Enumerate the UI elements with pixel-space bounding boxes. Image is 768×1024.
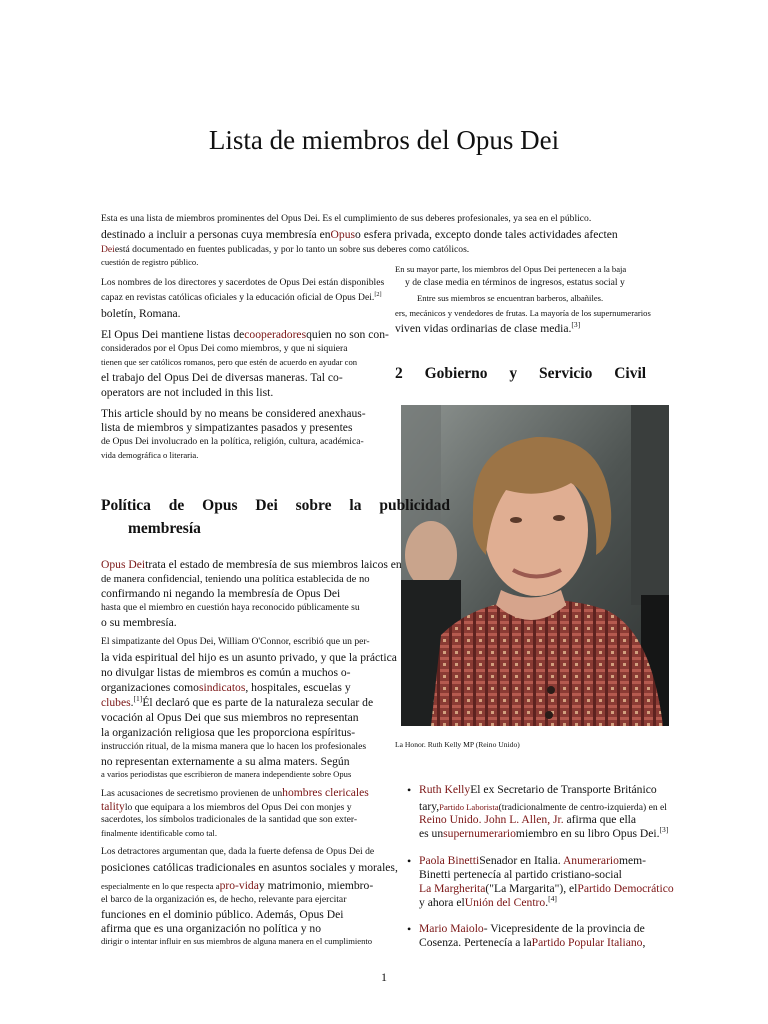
p7-line-2 — [101, 800, 352, 814]
page-number: 1 — [381, 970, 387, 984]
link-supernumerario[interactable]: supernumerario — [443, 827, 516, 840]
right-top-line-3: Entre sus miembros se encuentran barberos, albañiles. — [417, 293, 604, 303]
link-la-margherita[interactable]: La Margherita — [419, 882, 486, 895]
text: trata el estado de membresía de sus miembros laicos en — [145, 558, 402, 571]
link-opus[interactable]: Opus — [330, 228, 356, 241]
p6-line-9: no representan externamente a su alma maters. Según — [101, 755, 350, 768]
link-union-del-centro[interactable]: Unión del Centro — [464, 896, 546, 909]
text: lo que equipara a los miembros del Opus Dei con monjes y — [124, 802, 352, 813]
link-anumerario[interactable]: Anumerario — [562, 854, 619, 867]
page-title: Lista de miembros del Opus Dei — [208, 125, 560, 155]
p7-line-4: finalmente identificable como tal. — [101, 828, 217, 838]
p8-line-5: funciones en el dominio público. Además, Opus Dei — [101, 908, 344, 921]
p3-line-5: operators are not included in this list. — [101, 386, 274, 399]
p4-line-4: vida demográfica o literaria. — [101, 450, 199, 460]
link-john-allen[interactable]: John L. Allen, Jr. — [484, 813, 564, 826]
text: . — [478, 813, 482, 826]
text: y ahora el — [419, 896, 465, 909]
p7-line-1 — [101, 786, 369, 800]
p3-line-1 — [101, 328, 389, 342]
p8-line-6: afirma que es una organización no política y no — [101, 922, 321, 935]
b3-line-1 — [419, 922, 645, 936]
intro-line-4: cuestión de registro público. — [101, 257, 199, 267]
link-ruth-kelly[interactable]: Ruth Kelly — [419, 783, 471, 796]
list-item — [407, 783, 657, 797]
p6-line-1: El simpatizante del Opus Dei, William O'Connor, escribió que un per- — [101, 636, 370, 647]
p6-line-4 — [101, 681, 351, 695]
p6-line-3: no divulgar listas de miembros es común a muchos o- — [101, 666, 351, 679]
text: Las acusaciones de secretismo provienen de un — [101, 788, 283, 799]
citation[interactable]: [1] — [133, 694, 143, 704]
link-dei[interactable]: Dei — [101, 244, 115, 255]
p2-line-1: Los nombres de los directores y sacerdotes de Opus Dei están disponibles — [101, 277, 385, 288]
link-partido-popular-italiano[interactable]: Partido Popular Italiano — [531, 936, 643, 949]
list-item — [407, 922, 645, 936]
text: destinado a incluir a personas cuya membresía en — [101, 228, 331, 241]
link-reino-unido[interactable]: Reino Unido — [419, 813, 479, 826]
link-tality[interactable]: tality — [101, 800, 125, 813]
bullet-dot: • — [407, 783, 412, 797]
b1-line-3 — [419, 813, 636, 827]
text: El Opus Dei mantiene listas de — [101, 328, 245, 341]
p3-line-4: el trabajo del Opus Dei de diversas maneras. Tal co- — [101, 371, 343, 384]
link-opus-dei[interactable]: Opus Dei — [101, 558, 146, 571]
right-top-line-4: ers, mecánicos y vendedores de frutas. La mayoría de los supernumerarios — [395, 308, 651, 318]
text: El ex Secretario de Transporte Británico — [470, 783, 657, 796]
link-mario-maiolo[interactable]: Mario Maiolo — [419, 922, 484, 935]
p8-line-7: dirigir o intentar influir en sus miembros de alguna manera en el cumplimiento — [101, 936, 373, 946]
b2-line-2: Binetti pertenecía al partido cristiano-social — [419, 868, 622, 881]
b3-line-2 — [419, 936, 645, 950]
p5-line-1 — [101, 558, 402, 572]
text: - Vicepresidente de la provincia de — [483, 922, 645, 935]
intro-line-2 — [101, 228, 618, 242]
b2-line-4 — [419, 896, 557, 910]
bullet-dot: • — [407, 922, 412, 936]
p6-line-10: a varios periodistas que escribieron de manera independiente sobre Opus — [101, 769, 352, 779]
p2-line-3: boletín, Romana. — [101, 307, 181, 320]
citation[interactable]: [4] — [548, 894, 557, 904]
photo-caption: La Honor. Ruth Kelly MP (Reino Unido) — [395, 740, 520, 749]
p5-line-5: o su membresía. — [101, 616, 177, 629]
text: viven vidas ordinarias de clase media. — [395, 322, 572, 335]
text: y matrimonio, miembro- — [258, 879, 374, 892]
citation[interactable]: [2] — [374, 290, 382, 298]
link-partido-laborista[interactable]: Partido Laborista — [439, 802, 499, 812]
text: especialmente en lo que respecta a — [101, 881, 220, 891]
text: mem- — [618, 854, 647, 867]
p7-line-3: sacerdotes, los símbolos tradicionales de la santidad que son exter- — [101, 814, 358, 825]
b1-line-4 — [419, 827, 668, 841]
p3-line-3: tienen que ser católicos romanos, pero que estén de acuerdo en ayudar con — [101, 357, 358, 367]
p6-line-6: vocación al Opus Dei que sus miembros no representan — [101, 711, 359, 724]
link-hombres-clericales[interactable]: hombres clericales — [282, 786, 369, 799]
citation[interactable]: [3] — [659, 825, 669, 835]
section-heading-politica: Política de Opus Dei sobre la publicidad — [101, 497, 450, 514]
text: es un — [419, 827, 444, 840]
portrait-illustration — [401, 405, 669, 726]
section-heading-politica-line-2: membresía — [128, 520, 201, 537]
p8-line-4: el barco de la organización es, de hecho, relevante para ejercitar — [101, 894, 347, 905]
link-partido-democratico[interactable]: Partido Democrático — [577, 882, 674, 895]
p4-line-1: This article should by no means be considered anexhaus- — [101, 407, 366, 420]
link-paola-binetti[interactable]: Paola Binetti — [419, 854, 480, 867]
right-top-line-2: y de clase media en términos de ingresos, estatus social y — [405, 277, 625, 288]
link-sindicatos[interactable]: sindicatos — [198, 681, 246, 694]
list-item — [407, 854, 647, 868]
b2-line-1 — [419, 854, 646, 868]
link-pro-vida[interactable]: pro-vida — [219, 879, 259, 892]
b2-line-3 — [419, 882, 674, 896]
text: tary, — [419, 800, 440, 813]
b1-line-1 — [419, 783, 657, 797]
p6-line-7: la organización religiosa que les proporciona espíritus- — [101, 726, 356, 739]
text: , hospitales, escuelas y — [245, 681, 351, 694]
p6-line-5 — [101, 696, 373, 710]
p8-line-2: posiciones católicas tradicionales en asuntos sociales y morales, — [101, 861, 398, 874]
text: . — [545, 896, 549, 909]
text: afirma que ella — [566, 813, 637, 826]
text: Él declaró que es parte de la naturaleza secular de — [142, 696, 374, 709]
text: capaz en revistas católicas oficiales y la educación oficial de Opus Dei. — [101, 292, 375, 303]
right-top-line-5 — [395, 322, 580, 336]
text: está documentado en fuentes publicadas, y por lo tanto un sobre sus deberes como católicos. — [114, 244, 470, 255]
text: ("La Margarita"), el — [485, 882, 578, 895]
p3-line-2: considerados por el Opus Dei como miembros, y que ni siquiera — [101, 343, 348, 354]
p5-line-2: de manera confidencial, teniendo una política establecida de no — [101, 574, 370, 585]
intro-line-3 — [101, 244, 469, 256]
link-clubes[interactable]: clubes — [101, 696, 131, 709]
text: organizaciones como — [101, 681, 199, 694]
text: quien no son con- — [306, 328, 389, 341]
p4-line-3: de Opus Dei involucrado en la política, religión, cultura, académica- — [101, 436, 364, 447]
link-cooperadores[interactable]: cooperadores — [244, 328, 307, 341]
photo-ruth-kelly — [401, 405, 669, 726]
section-heading-gobierno: 2 Gobierno y Servicio Civil — [395, 365, 647, 382]
bullet-dot: • — [407, 854, 412, 868]
right-top-line-1: En su mayor parte, los miembros del Opus Dei pertenecen a la baja — [395, 264, 627, 274]
intro-line-1: Esta es una lista de miembros prominentes del Opus Dei. Es el cumplimiento de sus deberes profesionales, ya sea en el público. — [101, 213, 592, 224]
p4-line-2: lista de miembros y simpatizantes pasados y presentes — [101, 421, 353, 434]
p8-line-1: Los detractores argumentan que, dada la fuerte defensa de Opus Dei de — [101, 846, 375, 857]
b1-line-2 — [419, 800, 667, 814]
p5-line-4: hasta que el miembro en cuestión haya reconocido públicamente su — [101, 602, 360, 613]
text: , — [642, 936, 646, 949]
citation[interactable]: [3] — [571, 320, 581, 330]
text: miembro en su libro Opus Dei. — [515, 827, 660, 840]
p8-line-3 — [101, 879, 373, 893]
text: Cosenza. Pertenecía a la — [419, 936, 532, 949]
text: o esfera privada, excepto donde tales actividades afecten — [355, 228, 618, 241]
text: Senador en Italia. — [479, 854, 561, 867]
text: (tradicionalmente de centro-izquierda) en el — [498, 802, 667, 813]
p6-line-2: la vida espiritual del hijo es un asunto privado, y que la práctica — [101, 651, 397, 664]
text: . — [130, 696, 134, 709]
p6-line-8: instrucción ritual, de la misma manera que lo hacen los profesionales — [101, 741, 367, 752]
p5-line-3: confirmando ni negando la membresía de Opus Dei — [101, 587, 341, 600]
p2-line-2 — [101, 292, 382, 304]
